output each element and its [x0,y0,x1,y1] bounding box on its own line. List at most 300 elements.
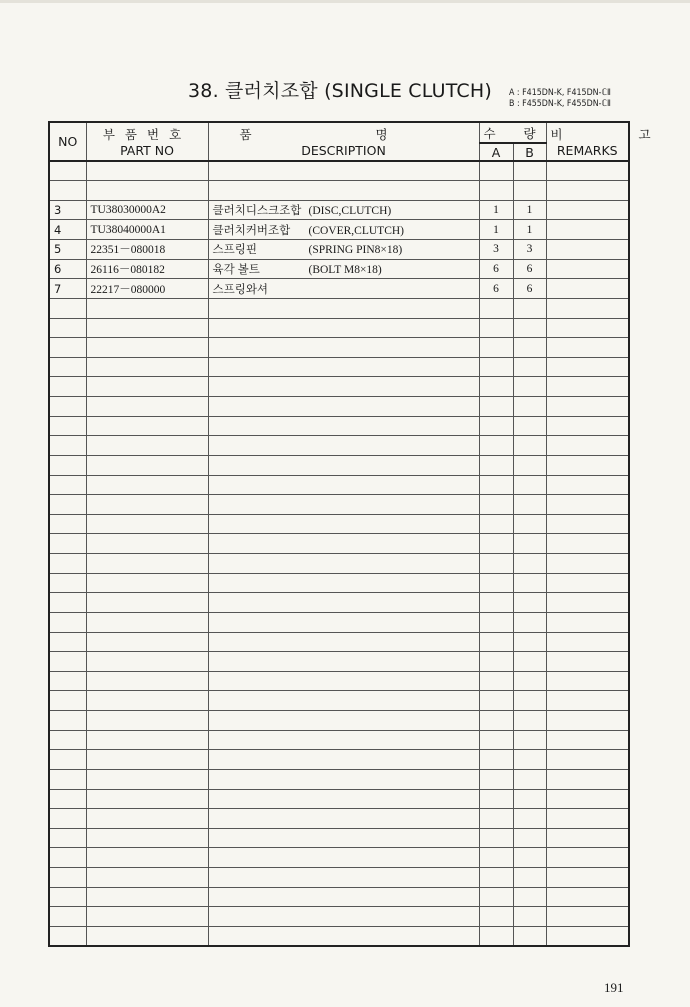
cell-no [49,397,86,417]
cell-remarks [546,181,629,201]
cell-desc [208,652,479,672]
cell-desc [208,612,479,632]
cell-a: 1 [479,220,513,240]
cell-no [49,475,86,495]
cell-part [86,868,208,888]
cell-a [479,298,513,318]
cell-desc [208,514,479,534]
cell-desc [208,887,479,907]
cell-desc [208,868,479,888]
cell-desc [208,181,479,201]
cell-b [513,455,546,475]
table-row [49,436,629,456]
cell-b: 3 [513,240,546,260]
cell-no [49,750,86,770]
cell-remarks [546,848,629,868]
cell-b [513,534,546,554]
cell-desc [208,377,479,397]
col-header-desc [208,122,479,161]
table-row [49,377,629,397]
cell-no: 7 [49,279,86,299]
cell-remarks [546,298,629,318]
cell-a [479,495,513,515]
cell-no [49,632,86,652]
cell-part [86,534,208,554]
parts-table [48,121,687,947]
cell-part [86,887,208,907]
cell-part [86,397,208,417]
cell-remarks [546,809,629,829]
col-header-qty-b: B [513,143,546,161]
cell-remarks [546,887,629,907]
cell-no [49,554,86,574]
cell-a [479,612,513,632]
cell-no [49,612,86,632]
cell-desc-ko: 스프링핀 [212,244,257,257]
cell-part [86,338,208,358]
cell-no [49,416,86,436]
cell-no [49,161,86,181]
col-header-desc-ko: 품 명 [239,127,448,142]
col-header-desc-en: DESCRIPTION [301,143,386,158]
table-row [49,416,629,436]
cell-b: 6 [513,279,546,299]
cell-no [49,298,86,318]
cell-desc [208,495,479,515]
cell-a: 6 [479,279,513,299]
cell-desc [208,711,479,731]
table-row [49,534,629,554]
cell-desc-en: (DISC,CLUTCH) [308,205,392,218]
table-row [49,671,629,691]
cell-desc [208,926,479,946]
cell-remarks [546,612,629,632]
cell-no [49,809,86,829]
cell-desc [208,357,479,377]
cell-a [479,652,513,672]
cell-desc-en: (BOLT M8×18) [308,263,382,276]
cell-no [49,671,86,691]
cell-b [513,397,546,417]
cell-a [479,907,513,927]
cell-a [479,318,513,338]
cell-part [86,181,208,201]
cell-part [86,671,208,691]
cell-b [513,377,546,397]
model-legend [509,88,625,110]
col-header-no: NO [49,122,86,161]
cell-no [49,534,86,554]
cell-remarks [546,357,629,377]
cell-no [49,181,86,201]
table-row [49,711,629,731]
cell-no [49,926,86,946]
cell-b [513,789,546,809]
table-row [49,593,629,613]
cell-remarks [546,632,629,652]
cell-remarks [546,907,629,927]
cell-no [49,593,86,613]
cell-part: TU38030000A2 [86,200,208,220]
page-title: 38. 클러치조합 (SINGLE CLUTCH) [188,80,492,102]
table-row [49,220,629,240]
cell-no [49,907,86,927]
model-legend-a: A : F415DN-K, F415DN-ℂⅡ [509,88,611,98]
cell-desc [208,455,479,475]
cell-no [49,377,86,397]
table-row [49,848,629,868]
cell-remarks [546,691,629,711]
cell-no [49,495,86,515]
cell-no [49,730,86,750]
table-row [49,181,629,201]
cell-a [479,397,513,417]
cell-no [49,455,86,475]
cell-remarks [546,711,629,731]
cell-a [479,475,513,495]
cell-b [513,887,546,907]
table-row [49,495,629,515]
cell-desc [208,475,479,495]
cell-no: 4 [49,220,86,240]
cell-part [86,514,208,534]
cell-remarks [546,750,629,770]
cell-part [86,377,208,397]
cell-desc [208,730,479,750]
cell-remarks [546,318,629,338]
table-row [49,632,629,652]
table-row [49,789,629,809]
cell-no [49,514,86,534]
cell-desc [208,671,479,691]
cell-desc-ko: 클러치커버조합 [212,224,291,237]
model-legend-b: B : F455DN-K, F455DN-ℂⅡ [509,99,611,109]
cell-a [479,809,513,829]
cell-remarks [546,671,629,691]
cell-desc-en: (SPRING PIN8×18) [308,244,403,257]
cell-a: 1 [479,200,513,220]
cell-b [513,730,546,750]
cell-no [49,573,86,593]
cell-desc [208,828,479,848]
cell-part [86,318,208,338]
cell-b: 1 [513,200,546,220]
cell-b [513,318,546,338]
cell-a [479,554,513,574]
cell-part [86,730,208,750]
cell-no: 5 [49,240,86,260]
table-row [49,573,629,593]
cell-desc [208,534,479,554]
cell-a [479,534,513,554]
cell-part [86,711,208,731]
cell-b [513,632,546,652]
cell-a [479,711,513,731]
cell-a [479,573,513,593]
cell-desc [208,338,479,358]
cell-part [86,789,208,809]
cell-remarks [546,338,629,358]
col-header-part-en: PART NO [120,143,174,158]
cell-part [86,298,208,318]
cell-remarks [546,220,629,240]
cell-desc [208,750,479,770]
cell-a [479,514,513,534]
cell-a [479,357,513,377]
cell-b [513,652,546,672]
cell-desc [208,809,479,829]
col-header-qty-ko: 수 량 [483,125,548,141]
cell-desc [208,632,479,652]
cell-b [513,809,546,829]
cell-desc [208,200,479,220]
cell-b [513,475,546,495]
cell-a [479,789,513,809]
cell-remarks [546,593,629,613]
cell-part: 22351－080018 [86,240,208,260]
cell-b [513,593,546,613]
cell-part [86,573,208,593]
cell-a [479,868,513,888]
table-row [49,652,629,672]
cell-part: TU38040000A1 [86,220,208,240]
cell-part [86,436,208,456]
table-row [49,769,629,789]
cell-no [49,848,86,868]
cell-a [479,750,513,770]
cell-desc [208,573,479,593]
cell-b [513,926,546,946]
cell-part [86,357,208,377]
cell-b [513,298,546,318]
cell-remarks [546,534,629,554]
cell-a [479,455,513,475]
cell-desc [208,436,479,456]
table-row [49,338,629,358]
cell-b [513,848,546,868]
table-row [49,161,629,181]
cell-no [49,711,86,731]
cell-desc [208,279,479,299]
cell-desc [208,593,479,613]
cell-a [479,691,513,711]
cell-b [513,514,546,534]
cell-part [86,612,208,632]
table-row [49,259,629,279]
cell-part: 26116－080182 [86,259,208,279]
cell-part [86,691,208,711]
cell-b [513,711,546,731]
cell-part [86,769,208,789]
table-row [49,907,629,927]
cell-part [86,809,208,829]
col-header-qty-a: A [479,143,513,161]
cell-b [513,691,546,711]
cell-a: 6 [479,259,513,279]
cell-b [513,436,546,456]
table-row [49,475,629,495]
cell-desc [208,907,479,927]
cell-b [513,907,546,927]
cell-remarks [546,436,629,456]
cell-b [513,612,546,632]
cell-a [479,416,513,436]
cell-desc [208,416,479,436]
table-row [49,691,629,711]
cell-desc [208,240,479,260]
cell-part: 22217－080000 [86,279,208,299]
cell-desc-ko: 스프링와셔 [212,283,269,296]
table-row [49,240,629,260]
cell-remarks [546,868,629,888]
cell-desc-en: (COVER,CLUTCH) [308,224,405,237]
cell-b [513,338,546,358]
cell-desc [208,769,479,789]
cell-remarks [546,573,629,593]
cell-part [86,161,208,181]
cell-no [49,652,86,672]
cell-b [513,573,546,593]
table-row [49,554,629,574]
cell-part [86,475,208,495]
cell-a [479,181,513,201]
cell-no [49,868,86,888]
cell-no [49,828,86,848]
cell-b: 1 [513,220,546,240]
scan-edge [0,0,690,3]
cell-no [49,789,86,809]
table-row [49,828,629,848]
cell-no [49,887,86,907]
cell-no [49,338,86,358]
cell-remarks [546,828,629,848]
cell-no: 3 [49,200,86,220]
cell-part [86,632,208,652]
table-row [49,514,629,534]
cell-desc [208,298,479,318]
cell-remarks [546,514,629,534]
col-header-remarks-ko: 비 고 [550,127,687,142]
cell-b [513,161,546,181]
cell-desc-ko: 클러치디스크조합 [212,205,302,218]
cell-desc [208,161,479,181]
cell-desc [208,397,479,417]
col-header-remarks-en: REMARKS [556,143,618,158]
cell-a [479,671,513,691]
cell-a [479,926,513,946]
cell-part [86,848,208,868]
cell-remarks [546,495,629,515]
cell-desc [208,848,479,868]
table-row [49,750,629,770]
cell-no [49,769,86,789]
cell-a [479,161,513,181]
cell-remarks [546,652,629,672]
cell-desc [208,259,479,279]
cell-remarks [546,161,629,181]
cell-remarks [546,554,629,574]
cell-remarks [546,259,629,279]
cell-no [49,357,86,377]
cell-b [513,868,546,888]
cell-a [479,848,513,868]
cell-a [479,632,513,652]
table-row [49,357,629,377]
cell-b [513,416,546,436]
cell-desc [208,554,479,574]
cell-desc [208,220,479,240]
cell-desc [208,789,479,809]
table-row [49,612,629,632]
cell-a [479,769,513,789]
col-header-part-ko: 부품번호 [102,127,192,142]
table-row [49,809,629,829]
cell-part [86,455,208,475]
cell-remarks [546,240,629,260]
cell-a [479,828,513,848]
cell-no [49,691,86,711]
table-row [49,926,629,946]
cell-no [49,318,86,338]
cell-part [86,652,208,672]
table-row [49,455,629,475]
cell-remarks [546,730,629,750]
table-row [49,318,629,338]
cell-remarks [546,926,629,946]
table-row [49,279,629,299]
table-row [49,887,629,907]
cell-remarks [546,200,629,220]
cell-desc [208,318,479,338]
table-row [49,730,629,750]
col-header-qty [479,122,546,143]
cell-remarks [546,377,629,397]
cell-a [479,730,513,750]
cell-a [479,377,513,397]
cell-part [86,593,208,613]
cell-no: 6 [49,259,86,279]
cell-b [513,769,546,789]
cell-remarks [546,789,629,809]
cell-remarks [546,769,629,789]
cell-a [479,436,513,456]
cell-part [86,554,208,574]
cell-part [86,750,208,770]
cell-part [86,828,208,848]
cell-part [86,416,208,436]
cell-desc [208,691,479,711]
cell-a [479,338,513,358]
cell-remarks [546,475,629,495]
cell-a [479,593,513,613]
cell-b [513,181,546,201]
col-header-part [86,122,208,161]
cell-no [49,436,86,456]
cell-remarks [546,455,629,475]
cell-b [513,750,546,770]
cell-part [86,495,208,515]
table-row [49,868,629,888]
cell-b [513,495,546,515]
cell-desc-ko: 육각 볼트 [212,263,260,276]
cell-b [513,828,546,848]
table-row [49,200,629,220]
cell-b [513,357,546,377]
cell-part [86,907,208,927]
cell-b [513,554,546,574]
cell-remarks [546,416,629,436]
cell-b: 6 [513,259,546,279]
